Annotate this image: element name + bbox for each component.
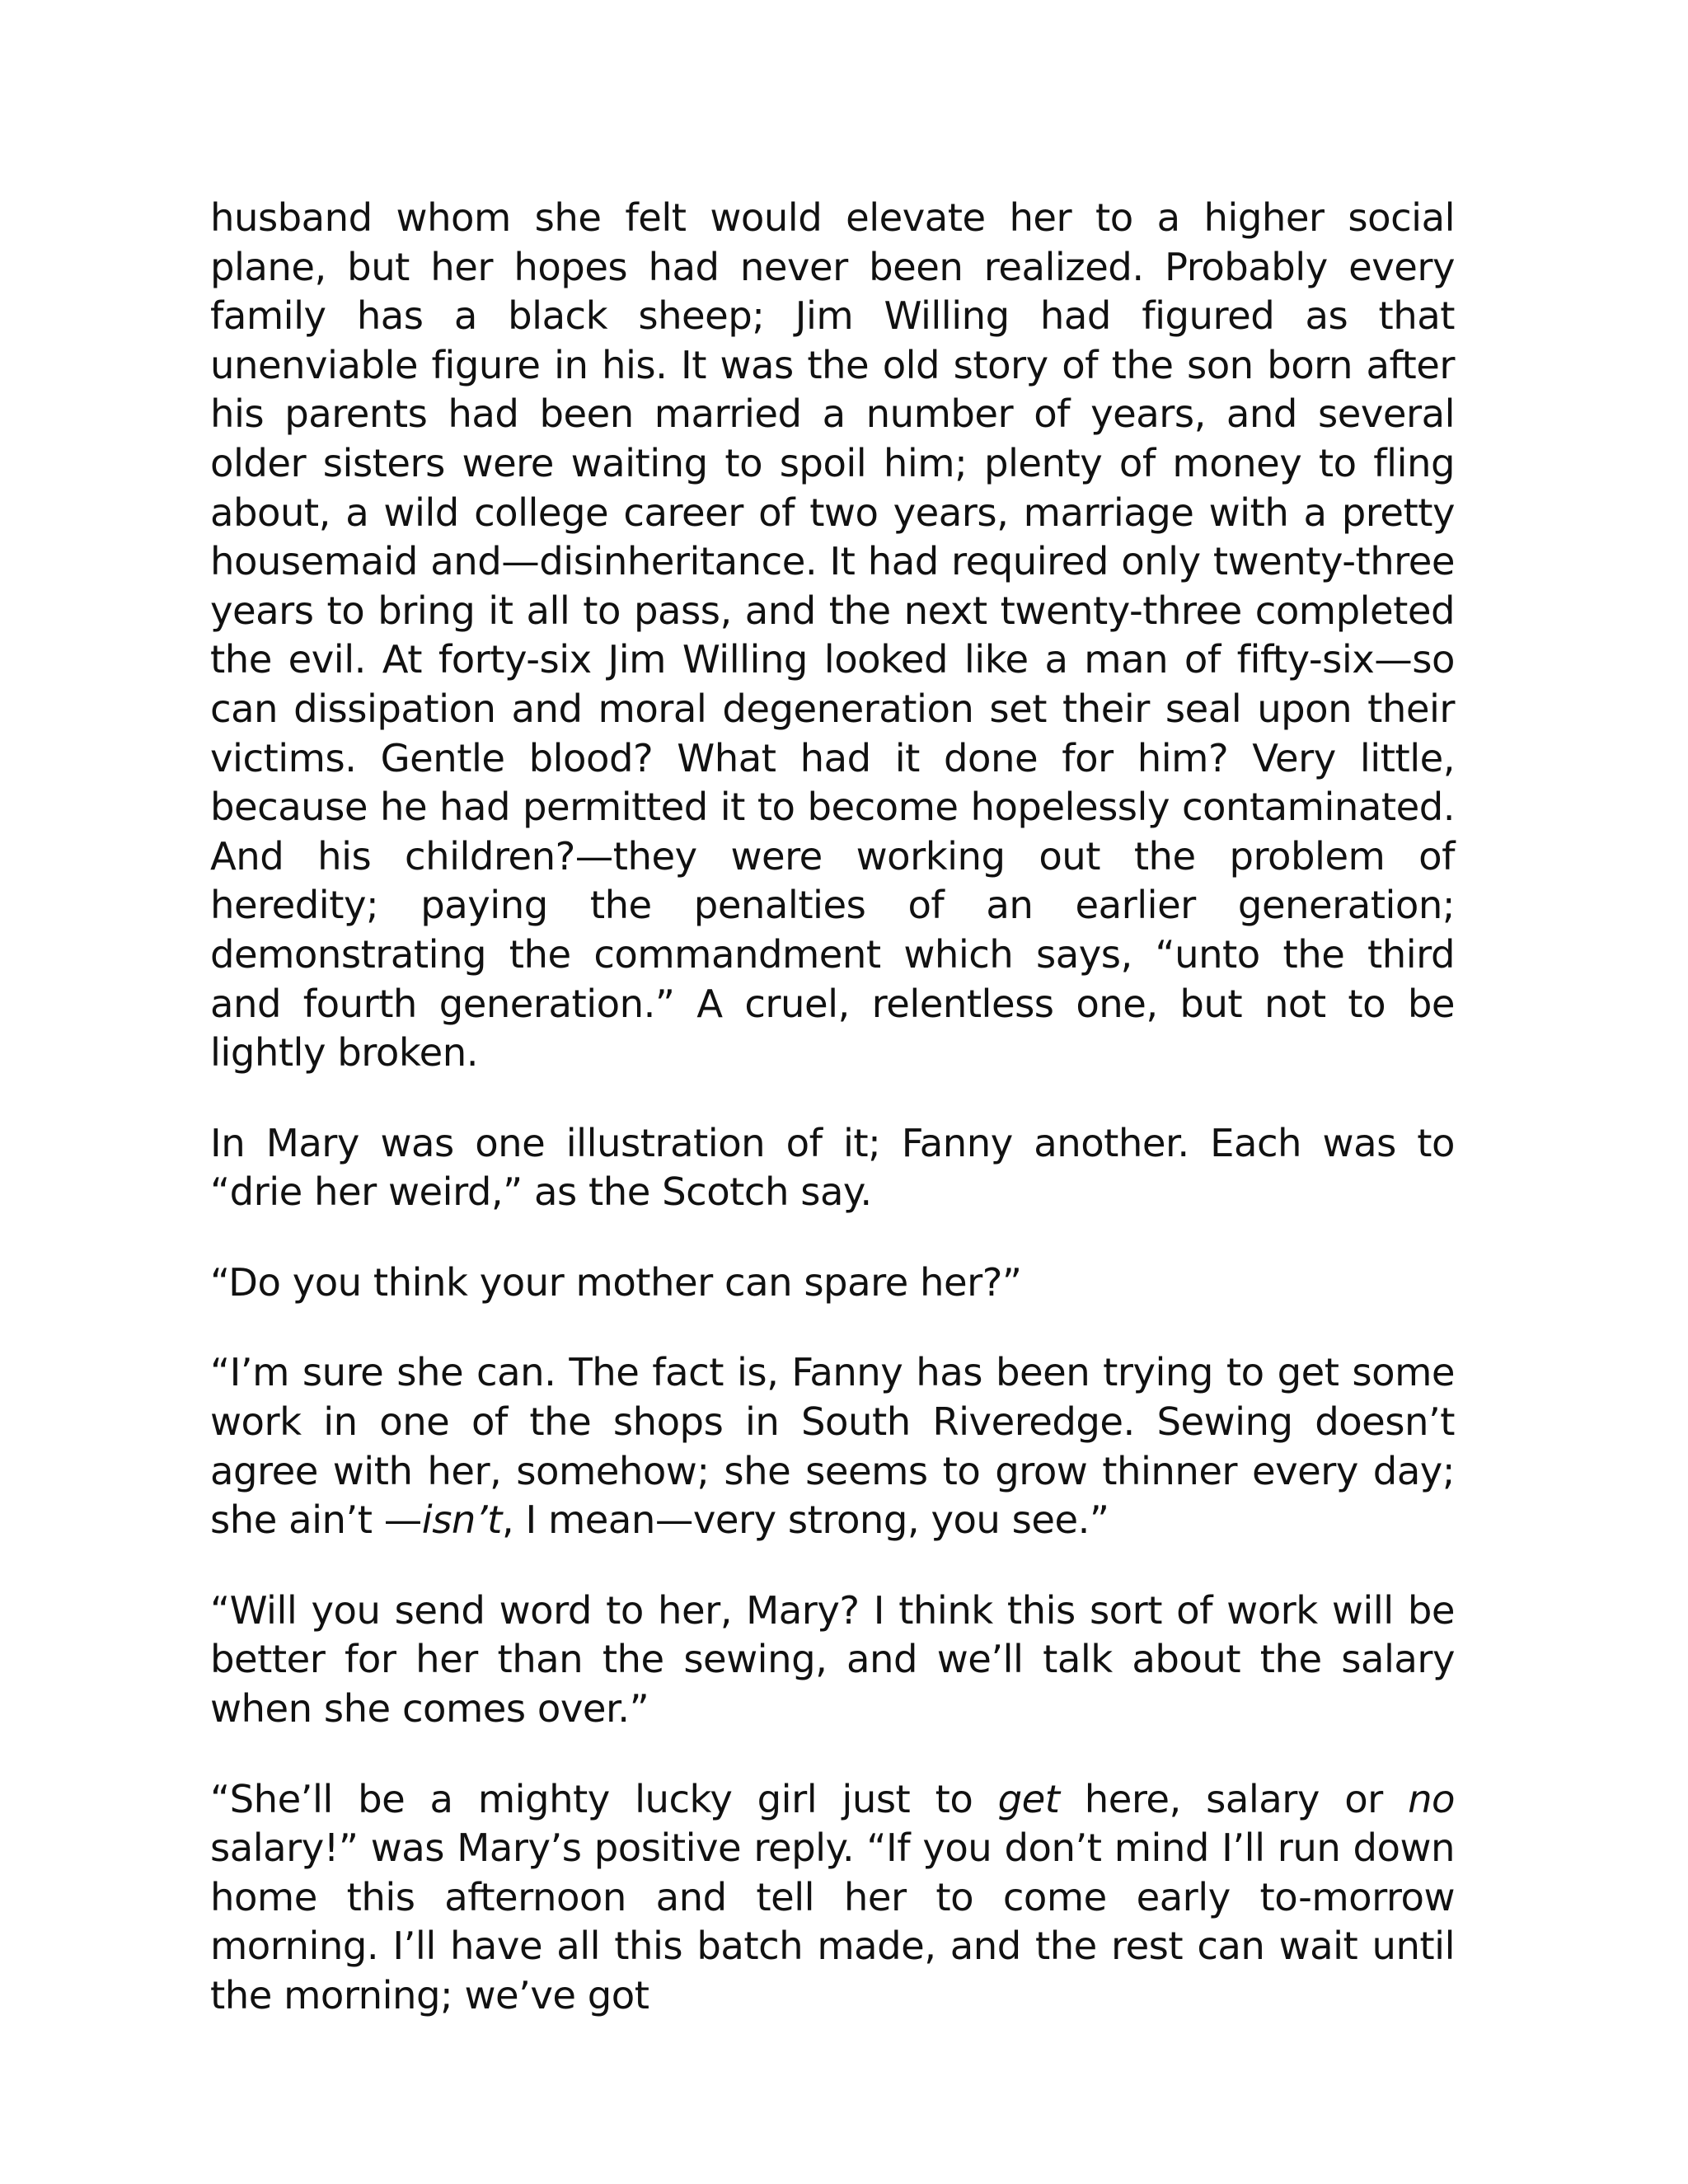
paragraph-4-italic-text: isn’t: [421, 1497, 502, 1543]
paragraph-2: [210, 1119, 1455, 1217]
paragraph-4-text: “I’m sure she can. The fact is, Fanny has been trying to get some work in one of the shops in South Riveredge. Sewing doesn’t agree with her, somehow; she seems to grow thinner every day; she ain’t —: [210, 1350, 1455, 1543]
paragraph-6: [210, 1775, 1455, 2021]
paragraph-6-italic-get: get: [997, 1776, 1060, 1821]
paragraph-6-text: “She’ll be a mighty lucky girl just to: [210, 1776, 998, 1821]
paragraph-2-text: In Mary was one illustration of it; Fanny another. Each was to “drie her weird,” as the Scotch say.: [210, 1120, 1455, 1215]
paragraph-4: [210, 1348, 1455, 1544]
paragraph-1-text: husband whom she felt would elevate her to a higher social plane, but her hopes had never been realized. Probably every family has a black sheep; Jim Willing had figured as that unenviable figure in his. It was the old story of the son born after his parents had been married a number of years, and several older sisters were waiting to spoil him; plenty of money to fling about, a wild college career of two years, marriage with a pretty housemaid and—disinheritance. It had required only twenty-three years to bring it all to pass, and the next twenty-three completed the evil. At forty-six Jim Willing looked like a man of fifty-six—so can dissipation and moral degeneration set their seal upon their victims. Gentle blood? What had it done for him? Very little, because he had permitted it to become hopelessly contaminated. And his children?—they were working out the problem of heredity; paying the penalties of an earlier generation; demonstrating the commandment which says, “unto the third and fourth generation.” A cruel, relentless one, but not to be lightly broken.: [210, 195, 1455, 1076]
paragraph-3-text: “Do you think your mother can spare her?”: [210, 1259, 1022, 1305]
paragraph-5: [210, 1586, 1455, 1734]
paragraph-5-text: “Will you send word to her, Mary? I think this sort of work will be better for her than the sewing, and we’ll talk about the salary when she comes over.”: [210, 1587, 1455, 1732]
paragraph-3: [210, 1258, 1455, 1308]
paragraph-1: [210, 194, 1455, 1078]
paragraph-6-text-end: salary!” was Mary’s positive reply. “If you don’t mind I’ll run down home this afternoon and tell her to come early to-morrow morning. I’ll have all this batch made, and the rest can wait until the morning; we’ve got: [210, 1825, 1455, 2018]
paragraph-6-text-mid: here, salary or: [1059, 1776, 1409, 1821]
paragraph-4-text-end: , I mean—very strong, you see.”: [501, 1497, 1109, 1543]
page-body: [210, 194, 1455, 2021]
paragraph-6-italic-no: no: [1408, 1776, 1455, 1821]
